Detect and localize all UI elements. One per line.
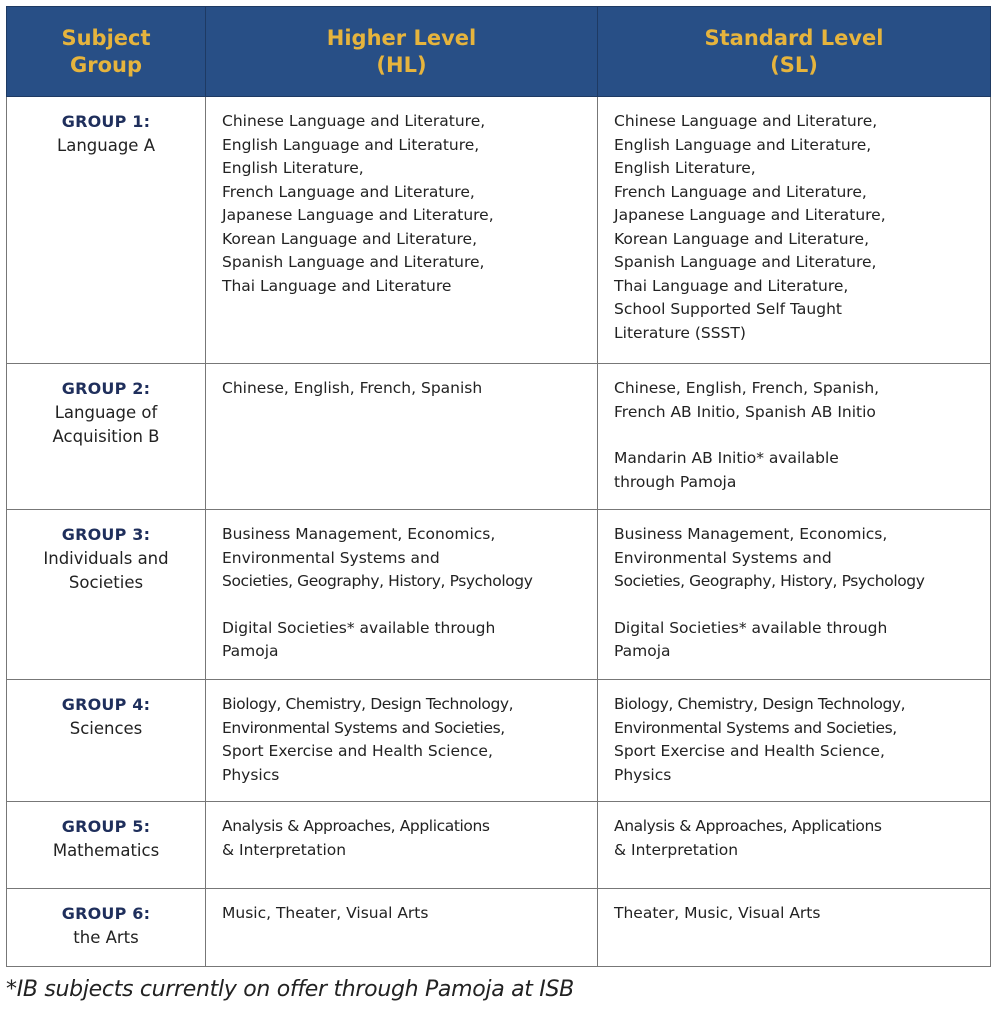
group-cell	[7, 680, 206, 802]
subject-line: Biology, Chemistry, Design Technology,	[222, 695, 514, 713]
subject-paragraph	[614, 377, 982, 424]
subject-paragraph	[614, 693, 982, 787]
subject-line: Digital Societies* available through	[614, 618, 888, 637]
subject-line: Mandarin AB Initio* available	[614, 449, 839, 467]
group-title: GROUP 4:	[61, 695, 151, 714]
subject-line: Digital Societies* available through	[222, 618, 496, 637]
subject-paragraph	[222, 377, 589, 401]
group-title: GROUP 5:	[61, 817, 151, 836]
group-cell	[7, 364, 206, 510]
subject-line: Thai Language and Literature,	[614, 276, 849, 295]
subject-line: Physics	[222, 765, 280, 784]
subject-line: Music, Theater, Visual Arts	[222, 904, 429, 922]
table-row-group-6	[7, 889, 991, 967]
header-higher-level	[206, 7, 598, 97]
group-name: Mathematics	[52, 841, 160, 860]
table-row-group-2	[7, 364, 991, 510]
sl-subjects-cell	[598, 889, 991, 967]
group-name: Individuals and	[43, 549, 169, 568]
group-name: Societies	[68, 573, 144, 592]
pamoja-note	[614, 617, 982, 664]
table-body	[7, 97, 991, 967]
subject-line: Environmental Systems and Societies,	[614, 718, 897, 737]
hl-subjects-cell	[206, 364, 598, 510]
hl-subjects-cell	[206, 97, 598, 364]
pamoja-footnote: *IB subjects currently on offer through Pamoja at ISB	[6, 977, 574, 1002]
subject-line: Sport Exercise and Health Science,	[222, 742, 493, 760]
group-title: GROUP 2:	[61, 379, 151, 398]
subject-line: Chinese, English, French, Spanish,	[614, 379, 880, 397]
pamoja-note	[222, 617, 589, 664]
header-standard-level-line-2: (SL)	[770, 52, 818, 77]
table-row-group-1	[7, 97, 991, 364]
sl-subjects-cell	[598, 97, 991, 364]
subject-line: Business Management, Economics,	[614, 525, 888, 543]
subject-line: English Language and Literature,	[222, 135, 480, 154]
group-name: Sciences	[69, 719, 143, 738]
group-cell	[7, 889, 206, 967]
subject-line: French AB Initio, Spanish AB Initio	[614, 402, 876, 421]
subject-line: Spanish Language and Literature,	[614, 253, 877, 271]
pamoja-note	[614, 447, 982, 494]
subject-paragraph	[614, 110, 982, 345]
subject-line: Spanish Language and Literature,	[222, 253, 485, 271]
subject-paragraph	[222, 902, 589, 926]
subject-line: Analysis & Approaches, Applications	[614, 817, 882, 835]
subject-line: Chinese Language and Literature,	[222, 112, 486, 130]
subject-line: Societies, Geography, History, Psychology	[614, 572, 925, 590]
subject-paragraph	[614, 523, 982, 594]
subject-line: Thai Language and Literature	[222, 276, 452, 295]
subject-paragraph	[222, 693, 589, 787]
group-name: the Arts	[73, 928, 139, 947]
subject-line: Environmental Systems and	[614, 548, 832, 567]
subject-line: Theater, Music, Visual Arts	[614, 904, 821, 922]
header-standard-level-line-1: Standard Level	[704, 25, 884, 50]
subject-line: Physics	[614, 765, 672, 784]
subject-line: Chinese Language and Literature,	[614, 112, 878, 130]
sl-subjects-cell	[598, 680, 991, 802]
hl-subjects-cell	[206, 680, 598, 802]
subject-line: Korean Language and Literature,	[614, 229, 870, 248]
group-name: Language of	[54, 403, 158, 422]
subject-line: Biology, Chemistry, Design Technology,	[614, 695, 906, 713]
subject-line: Environmental Systems and	[222, 548, 440, 567]
hl-subjects-cell	[206, 802, 598, 889]
subject-paragraph	[222, 815, 589, 862]
group-cell	[7, 510, 206, 680]
header-standard-level	[598, 7, 991, 97]
subject-line: French Language and Literature,	[614, 182, 867, 201]
header-row	[7, 7, 991, 97]
table-row-group-5	[7, 802, 991, 889]
subject-line: Japanese Language and Literature,	[614, 206, 886, 224]
subject-line: Korean Language and Literature,	[222, 229, 478, 248]
subject-line: & Interpretation	[614, 840, 739, 859]
hl-subjects-cell	[206, 889, 598, 967]
subject-line: & Interpretation	[222, 840, 347, 859]
subject-line: Pamoja	[222, 642, 279, 660]
sl-subjects-cell	[598, 364, 991, 510]
subject-line: Japanese Language and Literature,	[222, 206, 494, 224]
subject-paragraph	[614, 815, 982, 862]
ib-subjects-table	[6, 6, 991, 967]
subject-line: English Literature,	[222, 159, 364, 177]
subject-line: English Language and Literature,	[614, 135, 872, 154]
sl-subjects-cell	[598, 510, 991, 680]
subject-line: Pamoja	[614, 642, 671, 660]
header-higher-level-line-1: Higher Level	[326, 25, 477, 50]
group-title: GROUP 6:	[61, 904, 151, 923]
subject-line: Chinese, English, French, Spanish	[222, 379, 483, 397]
sl-subjects-cell	[598, 802, 991, 889]
subject-line: Sport Exercise and Health Science,	[614, 742, 885, 760]
group-cell	[7, 97, 206, 364]
subject-line: Business Management, Economics,	[222, 525, 496, 543]
table-header	[7, 7, 991, 97]
subject-paragraph	[222, 110, 589, 298]
subject-line: Literature (SSST)	[614, 323, 746, 342]
subject-paragraph	[222, 523, 589, 594]
table-row-group-3	[7, 510, 991, 680]
group-name: Language A	[57, 136, 155, 155]
group-name: Acquisition B	[52, 427, 160, 446]
group-cell	[7, 802, 206, 889]
header-subject-group	[7, 7, 206, 97]
hl-subjects-cell	[206, 510, 598, 680]
subject-line: through Pamoja	[614, 472, 737, 491]
subject-line: English Literature,	[614, 159, 756, 177]
subject-line: School Supported Self Taught	[614, 300, 842, 318]
subject-paragraph	[614, 902, 982, 926]
group-title: GROUP 3:	[61, 525, 151, 544]
header-subject-group-line-1: Subject	[61, 25, 151, 50]
header-higher-level-line-2: (HL)	[376, 52, 427, 77]
subject-line: Societies, Geography, History, Psychology	[222, 572, 533, 590]
group-title: GROUP 1:	[61, 112, 151, 131]
subject-line: Environmental Systems and Societies,	[222, 718, 505, 737]
subject-line: French Language and Literature,	[222, 182, 475, 201]
subject-line: Analysis & Approaches, Applications	[222, 817, 490, 835]
table-row-group-4	[7, 680, 991, 802]
header-subject-group-line-2: Group	[69, 52, 142, 77]
